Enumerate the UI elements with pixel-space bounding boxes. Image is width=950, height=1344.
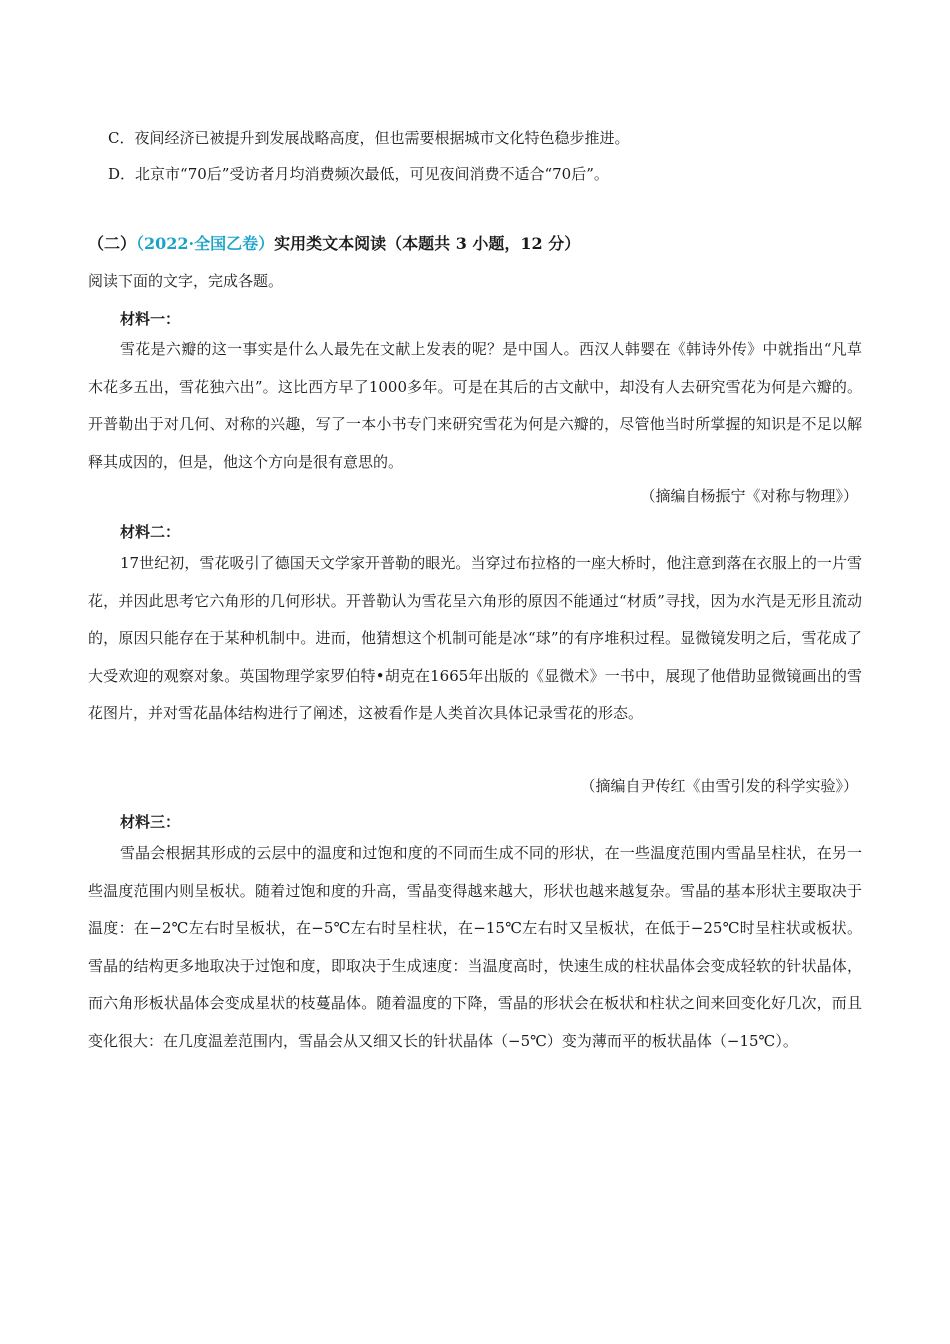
material-2-citation: （摘编自尹传红《由雪引发的科学实验》） bbox=[580, 777, 858, 795]
material-1-label: 材料一： bbox=[120, 310, 181, 328]
material-1-citation: （摘编自杨振宁《对称与物理》） bbox=[640, 487, 858, 505]
option-c bbox=[108, 128, 630, 148]
section-number: （二） bbox=[88, 234, 137, 253]
reading-instruction: 阅读下面的文字，完成各题。 bbox=[88, 272, 284, 290]
section-heading bbox=[88, 233, 580, 255]
material-1-body: 雪花是六瓣的这一事实是什么人最先在文献上发表的呢？是中国人。西汉人韩婴在《韩诗外传》中就指出“凡草木花多五出，雪花独六出”。这比西方早了1000多年。可是在其后的古文献中，却没有人去研究雪花为何是六瓣的。开普勒出于对几何、对称的兴趣，写了一本小书专门来研究雪花为何是六瓣的，尽管他当时所掌握的知识是不足以解释其成因的，但是，他这个方向是很有意思的。 bbox=[88, 340, 862, 471]
material-3-label: 材料三： bbox=[120, 813, 181, 831]
material-2-label: 材料二： bbox=[120, 523, 181, 541]
section-title: 实用类文本阅读（本题共 3 小题，12 分） bbox=[274, 234, 581, 253]
option-c-letter: C． bbox=[108, 129, 135, 147]
section-source: （2022·全国乙卷） bbox=[136, 234, 275, 253]
option-d-letter: D． bbox=[108, 165, 136, 183]
option-d-text: 北京市“70后”受访者月均消费频次最低，可见夜间消费不适合“70后”。 bbox=[135, 165, 609, 183]
material-3-body: 雪晶会根据其形成的云层中的温度和过饱和度的不同而生成不同的形状，在一些温度范围内雪晶呈柱状，在另一些温度范围内则呈板状。随着过饱和度的升高，雪晶变得越来越大，形状也越来越复杂。雪晶的基本形状主要取决于温度：在−2℃左右时呈板状，在−5℃左右时呈柱状，在−15℃左右时又呈板状，在低于−25℃时呈柱状或板状。雪晶的结构更多地取决于过饱和度，即取决于生成速度：当温度高时，快速生成的柱状晶体会变成轻软的针状晶体，而六角形板状晶体会变成星状的枝蔓晶体。随着温度的下降，雪晶的形状会在板状和柱状之间来回变化好几次，而且变化很大：在几度温差范围内，雪晶会从又细又长的针状晶体（−5℃）变为薄而平的板状晶体（−15℃）。 bbox=[88, 844, 862, 1050]
material-2-body: 17世纪初，雪花吸引了德国天文学家开普勒的眼光。当穿过布拉格的一座大桥时，他注意到落在衣服上的一片雪花，并因此思考它六角形的几何形状。开普勒认为雪花呈六角形的原因不能通过“材质”寻找，因为水汽是无形且流动的，原因只能存在于某种机制中。进而，他猜想这个机制可能是冰“球”的有序堆积过程。显微镜发明之后，雪花成了大受欢迎的观察对象。英国物理学家罗伯特•胡克在1665年出版的《显微术》一书中，展现了他借助显微镜画出的雪花图片，并对雪花晶体结构进行了阐述，这被看作是人类首次具体记录雪花的形态。 bbox=[88, 554, 862, 722]
option-c-text: 夜间经济已被提升到发展战略高度，但也需要根据城市文化特色稳步推进。 bbox=[134, 129, 630, 147]
option-d bbox=[108, 164, 609, 184]
